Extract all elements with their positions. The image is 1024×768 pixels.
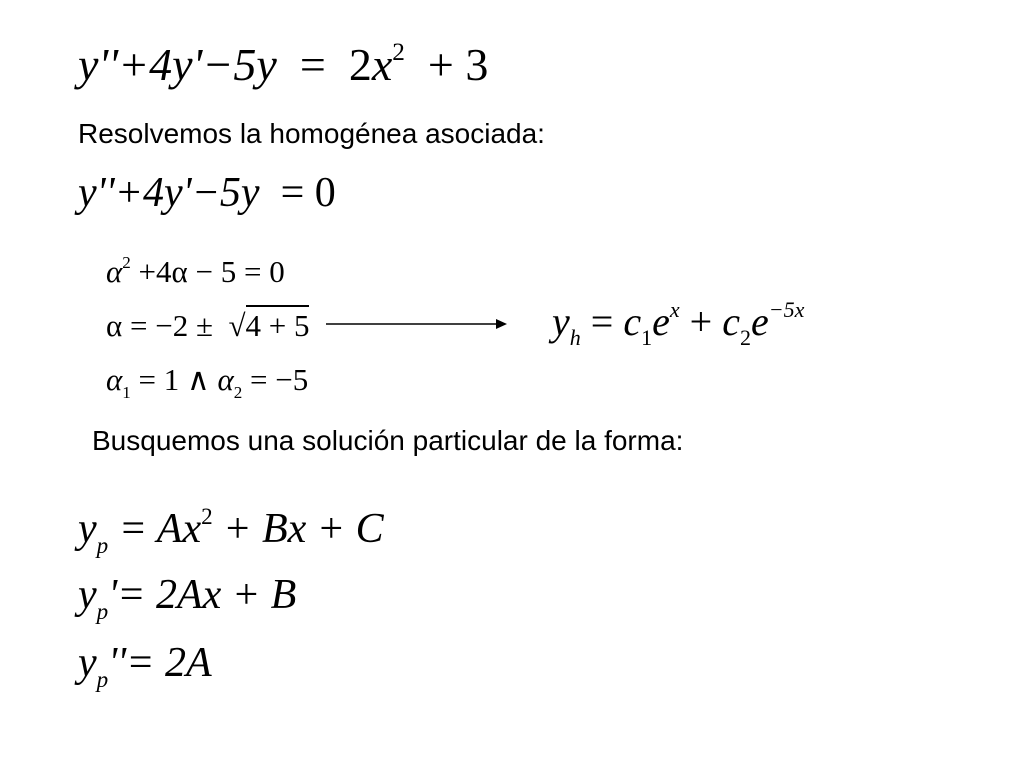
yh-y: y — [552, 299, 570, 344]
yppp-sub: p — [96, 665, 109, 692]
homog-ode-rhs: 0 — [314, 170, 336, 216]
roots-values — [106, 362, 309, 403]
yp-y: y — [78, 506, 97, 552]
yh-e2-power: −5x — [768, 297, 805, 323]
main-ode-lhs: y''+4y'−5y — [78, 39, 277, 90]
yh-c1-sub: 1 — [641, 325, 653, 351]
yh-equals: = — [590, 299, 614, 344]
right-arrow-icon — [326, 314, 508, 334]
yh-e2: e — [750, 299, 769, 344]
yh-sub: h — [569, 325, 581, 351]
yh-c2-sub: 2 — [739, 325, 751, 351]
root2-value: = −5 — [250, 362, 309, 397]
main-ode-var: x — [371, 39, 393, 90]
ypp-rest: '= 2Ax + B — [108, 572, 297, 618]
roots-formula-radicand: 4 + 5 — [246, 305, 310, 343]
yp-rest1: = Ax — [118, 506, 202, 552]
char-eq-var: α — [106, 254, 123, 289]
root1-sub: 1 — [122, 383, 131, 403]
particular-solution-form — [78, 502, 384, 558]
char-eq-rest: +4α − 5 = 0 — [138, 254, 285, 289]
yh-c1: c — [623, 299, 642, 344]
char-eq-power: 2 — [122, 253, 131, 273]
yh-e1: e — [652, 299, 670, 344]
main-ode-power: 2 — [392, 37, 405, 66]
ypp-y: y — [78, 572, 97, 618]
yh-c2: c — [722, 299, 740, 344]
yp-power: 2 — [201, 502, 213, 529]
yppp-y: y — [78, 640, 97, 686]
homogeneous-equation: y''+4y'−5y = 0 — [78, 170, 336, 216]
homog-ode-lhs: y''+4y'−5y — [78, 170, 260, 216]
main-ode-coef: 2 — [348, 39, 372, 90]
characteristic-equation — [106, 253, 285, 289]
yh-plus: + — [689, 299, 713, 344]
root2-var: α — [217, 362, 234, 397]
yp-sub: p — [96, 531, 109, 558]
yh-e1-power: x — [669, 297, 680, 323]
roots-formula-lhs: α = −2 ± — [106, 308, 213, 343]
yp-rest2: + Bx + C — [223, 506, 384, 552]
homogeneous-intro-text: Resolvemos la homogénea asociada: — [78, 118, 545, 149]
main-differential-equation: $y''+4y'-5y = 2x^2 + 3$ — [78, 37, 489, 90]
homogeneous-solution — [552, 297, 805, 351]
particular-first-derivative — [78, 572, 297, 624]
particular-intro-text: Busquemos una solución particular de la forma: — [92, 425, 684, 456]
ypp-sub: p — [96, 597, 109, 624]
root1-value: = 1 ∧ — [138, 362, 210, 397]
root1-var: α — [106, 362, 123, 397]
particular-second-derivative — [78, 640, 212, 692]
main-ode-constant: 3 — [465, 39, 489, 90]
yppp-rest: ''= 2A — [108, 640, 212, 686]
root2-sub: 2 — [233, 383, 243, 403]
roots-formula: α = −2 ± √4 + 5 — [106, 310, 309, 341]
